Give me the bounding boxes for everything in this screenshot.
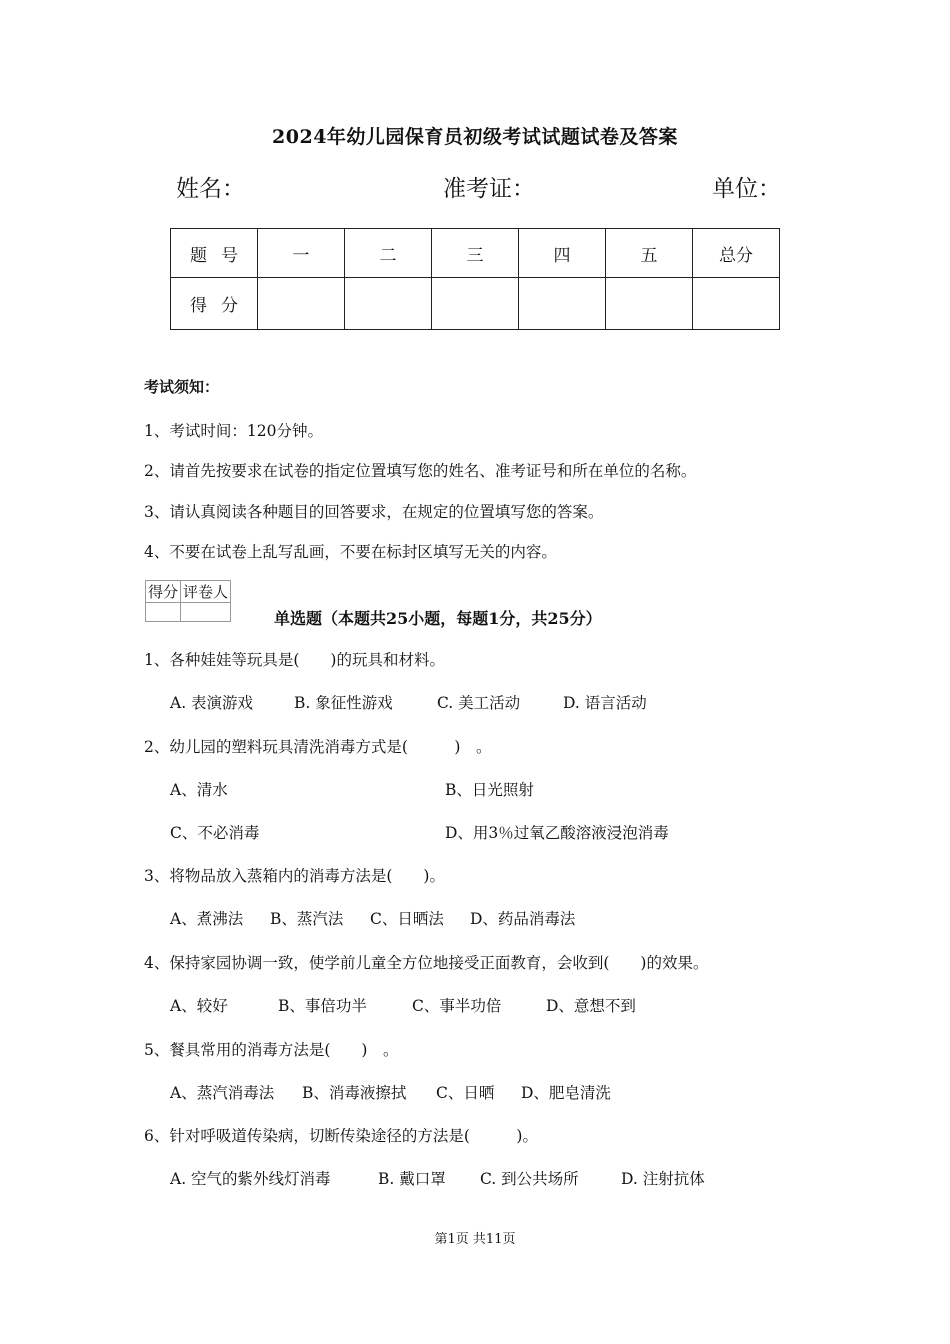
option-d[interactable]: D、意想不到 <box>546 997 636 1015</box>
score-label: 得分 <box>171 278 258 330</box>
option-a[interactable]: A. 表演游戏 <box>170 694 254 712</box>
option-c[interactable]: C、日晒法 <box>370 910 444 928</box>
score-col-4: 四 <box>519 229 606 278</box>
score-cell[interactable] <box>432 278 519 330</box>
option-d[interactable]: D、药品消毒法 <box>470 910 576 928</box>
question-text: 1、各种娃娃等玩具是( )的玩具和材料。 <box>144 651 445 669</box>
question-text: 4、保持家园协调一致，使学前儿童全方位地接受正面教育，会收到( )的效果。 <box>144 954 709 972</box>
unit-label: 单位： <box>712 176 781 202</box>
document-title: 2024年幼儿园保育员初级考试试题试卷及答案 <box>272 126 678 148</box>
option-d[interactable]: D. 注射抗体 <box>621 1170 705 1188</box>
grader-name-cell[interactable] <box>181 603 231 622</box>
option-a[interactable]: A、蒸汽消毒法 <box>170 1084 275 1102</box>
grader-score-label: 得分 <box>146 581 181 603</box>
score-cell[interactable] <box>519 278 606 330</box>
score-cell[interactable] <box>606 278 693 330</box>
notice-item: 4、不要在试卷上乱写乱画，不要在标封区填写无关的内容。 <box>144 543 557 561</box>
option-a[interactable]: A、较好 <box>170 997 228 1015</box>
notice-item: 1、考试时间：120分钟。 <box>144 422 323 440</box>
option-a[interactable]: A、煮沸法 <box>170 910 244 928</box>
option-b[interactable]: B、蒸汽法 <box>270 910 344 928</box>
option-c[interactable]: C、事半功倍 <box>412 997 502 1015</box>
option-a[interactable]: A、清水 <box>170 781 228 799</box>
option-b[interactable]: B、事倍功半 <box>278 997 367 1015</box>
option-d[interactable]: D、肥皂清洗 <box>521 1084 611 1102</box>
score-col-1: 一 <box>258 229 345 278</box>
question-number-label: 题号 <box>171 229 258 278</box>
score-cell[interactable] <box>693 278 780 330</box>
score-cell[interactable] <box>258 278 345 330</box>
option-b[interactable]: B、日光照射 <box>445 781 534 799</box>
score-table <box>170 228 780 330</box>
question-text: 5、餐具常用的消毒方法是( ) 。 <box>144 1041 399 1059</box>
score-col-3: 三 <box>432 229 519 278</box>
name-label: 姓名： <box>176 176 245 202</box>
score-col-total: 总分 <box>693 229 780 278</box>
notice-item: 3、请认真阅读各种题目的回答要求，在规定的位置填写您的答案。 <box>144 503 604 521</box>
question-text: 2、幼儿园的塑料玩具清洗消毒方式是( ) 。 <box>144 738 492 756</box>
option-b[interactable]: B. 象征性游戏 <box>294 694 393 712</box>
question-text: 6、针对呼吸道传染病，切断传染途径的方法是( )。 <box>144 1127 538 1145</box>
option-d[interactable]: D、用3％过氧乙酸溶液浸泡消毒 <box>445 824 669 842</box>
option-d[interactable]: D. 语言活动 <box>563 694 647 712</box>
option-c[interactable]: C. 美工活动 <box>437 694 521 712</box>
notice-title: 考试须知： <box>144 378 220 396</box>
question-text: 3、将物品放入蒸箱内的消毒方法是( )。 <box>144 867 445 885</box>
score-cell[interactable] <box>345 278 432 330</box>
option-b[interactable]: B. 戴口罩 <box>378 1170 446 1188</box>
option-c[interactable]: C. 到公共场所 <box>480 1170 579 1188</box>
grader-name-label: 评卷人 <box>181 581 231 603</box>
score-col-2: 二 <box>345 229 432 278</box>
score-col-5: 五 <box>606 229 693 278</box>
grader-box <box>145 580 231 622</box>
notice-item: 2、请首先按要求在试卷的指定位置填写您的姓名、准考证号和所在单位的名称。 <box>144 462 697 480</box>
page-footer: 第1页 共11页 <box>434 1232 516 1247</box>
option-c[interactable]: C、日晒 <box>436 1084 495 1102</box>
grader-score-cell[interactable] <box>146 603 181 622</box>
exam-number-label: 准考证： <box>443 176 535 202</box>
option-c[interactable]: C、不必消毒 <box>170 824 260 842</box>
option-a[interactable]: A. 空气的紫外线灯消毒 <box>170 1170 331 1188</box>
score-table-header-row <box>171 229 780 278</box>
option-b[interactable]: B、消毒液擦拭 <box>302 1084 407 1102</box>
score-table-score-row <box>171 278 780 330</box>
section-title: 单选题（本题共25小题，每题1分，共25分） <box>274 609 602 628</box>
